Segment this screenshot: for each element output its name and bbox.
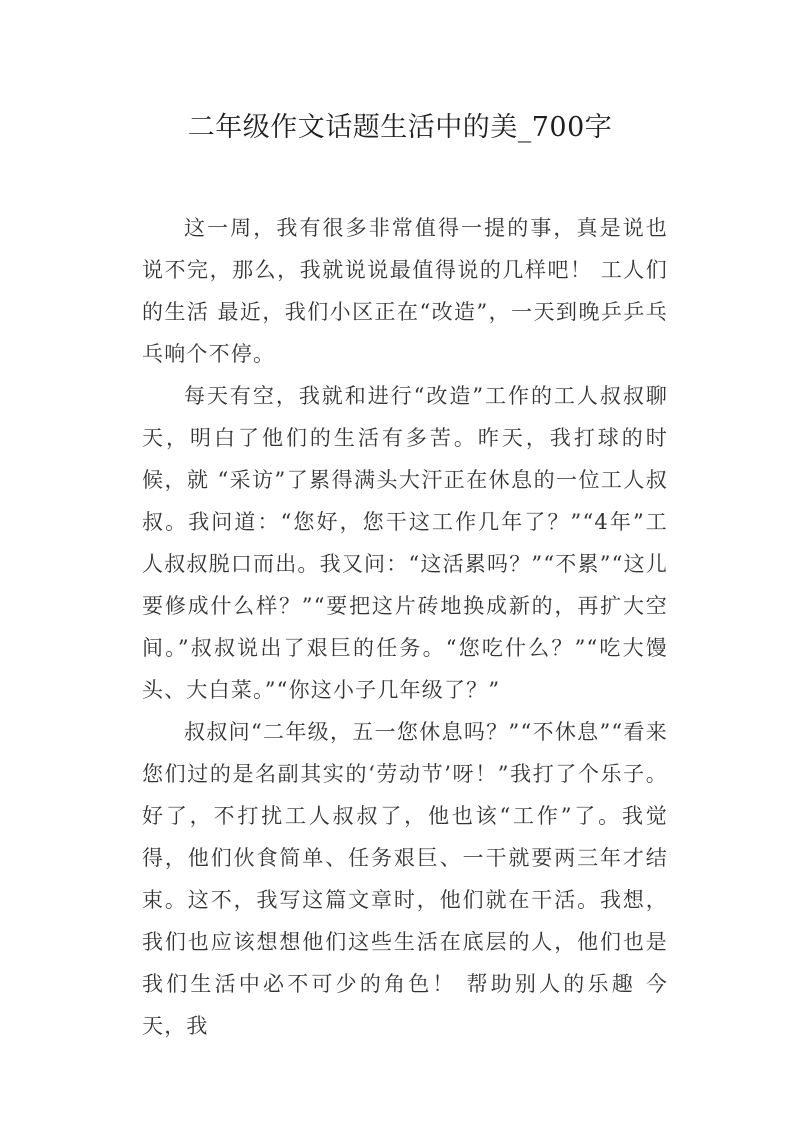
document-body [142,207,668,1047]
paragraph-2: 每天有空，我就和进行“改造”工作的工人叔叔聊天，明白了他们的生活有多苦。昨天，我打球的时候，就 “采访”了累得满头大汗正在休息的一位工人叔叔。我问道：“您好，您干这工作几年了？”“4年”工人叔叔脱口而出。我又问：“这活累吗？”“不累”“这儿要修成什么样？”“要把这片砖地换成新的，再扩大空间。”叔叔说出了艰巨的任务。“您吃什么？”“吃大馒头、大白菜。”“你这小子几年级了？” [142,384,668,702]
document-title: 二年级作文话题生活中的美_700字 [187,112,613,143]
paragraph-1: 这一周，我有很多非常值得一提的事，真是说也说不完，那么，我就说说最值得说的几样吧！ 工人们的生活 最近，我们小区正在“改造”，一天到晚乒乒乓乓响个不停。 [142,216,668,366]
paragraph-3: 叔叔问“二年级，五一您休息吗？”“不休息”“看来您们过的是名副其实的‘劳动节’呀！”我打了个乐子。好了，不打扰工人叔叔了，他也该“工作”了。我觉得，他们伙食简单、任务艰巨、一干就要两三年才结束。这不，我写这篇文章时，他们就在干活。我想，我们也应该想想他们这些生活在底层的人，他们也是我们生活中必不可少的角色！ 帮助别人的乐趣 今天，我 [142,720,668,1038]
